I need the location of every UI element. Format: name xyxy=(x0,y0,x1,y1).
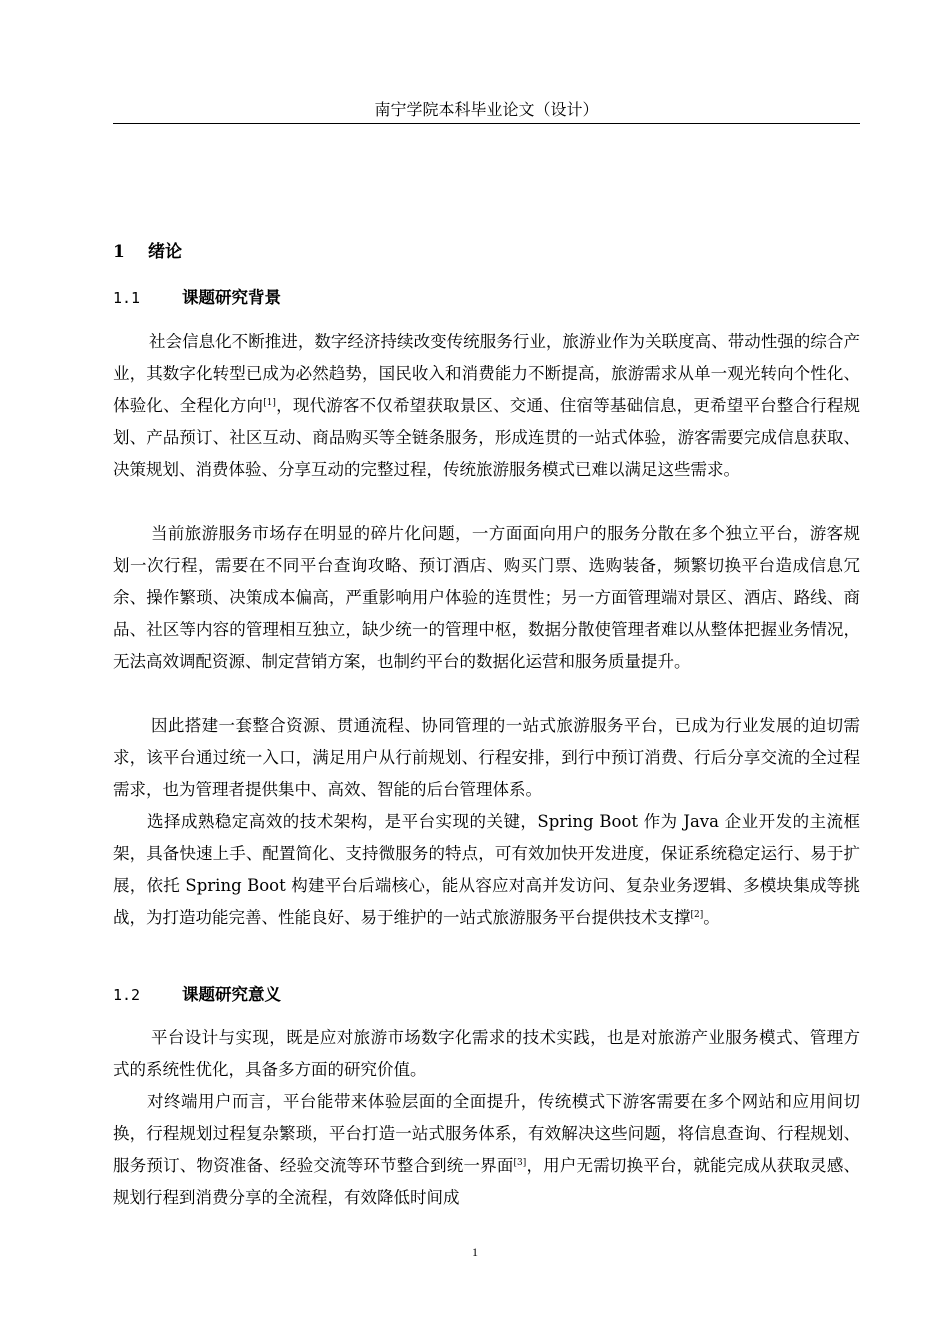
paragraph-background-4 xyxy=(113,806,860,934)
citation-1: [1] xyxy=(263,398,276,408)
paragraph-text: 平台设计与实现，既是应对旅游市场数字化需求的技术实践，也是对旅游产业服务模式、管理方式的系统性优化，具备多方面的研究价值。 xyxy=(113,1028,860,1079)
chapter-heading xyxy=(113,241,182,263)
paragraph-significance-1 xyxy=(113,1022,860,1086)
paragraph-background-3 xyxy=(113,710,860,806)
running-header: 南宁学院本科毕业论文（设计） xyxy=(374,100,599,119)
paragraph-text: 因此搭建一套整合资源、贯通流程、协同管理的一站式旅游服务平台，已成为行业发展的迫切需求，该平台通过统一入口，满足用户从行前规划、行程安排，到行中预订消费、行后分享交流的全过程需求，也为管理者提供集中、高效、智能的后台管理体系。 xyxy=(113,716,860,799)
paragraph-text: 社会信息化不断推进，数字经济持续改变传统服务行业，旅游业作为关联度高、带动性强的综合产业，其数字化转型已成为必然趋势，国民收入和消费能力不断提高，旅游需求从单一观光转向个性化、体验化、全程化方向 xyxy=(113,332,860,415)
paragraph-text: 对终端用户而言，平台能带来体验层面的全面提升，传统模式下游客需要在多个网站和应用间切换，行程规划过程复杂繁琐，平台打造一站式服务体系，有效解决这些问题，将信息查询、行程规划、服务预订、物资准备、经验交流等环节整合到统一界面 xyxy=(113,1092,860,1175)
section-title: 课题研究背景 xyxy=(182,288,281,307)
paragraph-text: 选择成熟稳定高效的技术架构，是平台实现的关键，Spring Boot 作为 Java 企业开发的主流框架，具备快速上手、配置简化、支持微服务的特点，可有效加快开发进度，保证系统稳定运行、易于扩展，依托 Spring Boot 构建平台后端核心，能从容应对高并发访问、复杂业务逻辑、多模块集成等挑战，为打造功能完善、性能良好、易于维护的一站式旅游服务平台提供技术支撑 xyxy=(113,812,860,927)
chapter-title: 绪论 xyxy=(148,242,182,262)
chapter-number: 1 xyxy=(113,242,125,262)
page-number: 1 xyxy=(472,1245,478,1259)
citation-3: [3] xyxy=(513,1158,527,1168)
section-number: 1.1 xyxy=(113,289,141,307)
header-rule xyxy=(113,123,860,124)
paragraph-significance-2 xyxy=(113,1086,860,1214)
paragraph-text: 当前旅游服务市场存在明显的碎片化问题，一方面面向用户的服务分散在多个独立平台，游客规划一次行程，需要在不同平台查询攻略、预订酒店、购买门票、选购装备，频繁切换平台造成信息冗余、操作繁琐、决策成本偏高，严重影响用户体验的连贯性；另一方面管理端对景区、酒店、路线、商品、社区等内容的管理相互独立，缺少统一的管理中枢，数据分散使管理者难以从整体把握业务情况，无法高效调配资源、制定营销方案，也制约平台的数据化运营和服务质量提升。 xyxy=(113,524,860,671)
paragraph-background-1 xyxy=(113,326,860,486)
section-number: 1.2 xyxy=(113,986,141,1004)
section-heading-1-1 xyxy=(113,287,281,309)
paragraph-text: ，现代游客不仅希望获取景区、交通、住宿等基础信息，更希望平台整合行程规划、产品预订、社区互动、商品购买等全链条服务，形成连贯的一站式体验，游客需要完成信息获取、决策规划、消费体验、分享互动的完整过程，传统旅游服务模式已难以满足这些需求。 xyxy=(113,396,860,479)
citation-2: [2] xyxy=(690,910,704,920)
paragraph-background-2 xyxy=(113,518,860,678)
paragraph-text: ，用户无需切换平台，就能完成从获取灵感、规划行程到消费分享的全流程，有效降低时间成 xyxy=(113,1156,860,1207)
section-title: 课题研究意义 xyxy=(182,985,281,1004)
paragraph-text: 。 xyxy=(703,908,720,927)
section-heading-1-2 xyxy=(113,984,281,1006)
